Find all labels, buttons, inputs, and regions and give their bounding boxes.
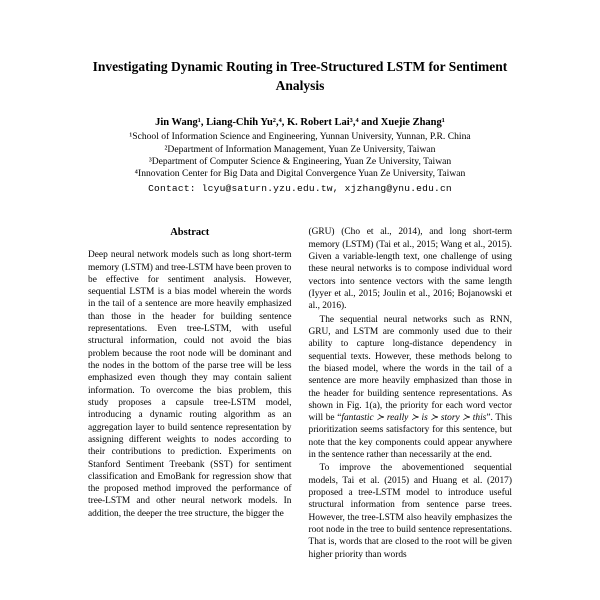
paragraph-2-italic-phrase: fantastic ≻ really ≻ is ≻ story ≻ this bbox=[341, 413, 487, 424]
abstract-heading: Abstract bbox=[170, 227, 210, 239]
right-column bbox=[309, 226, 513, 560]
body-paragraph-2 bbox=[309, 314, 513, 462]
body-paragraph-3: To improve the abovementioned sequential models, Tai et al. (2015) and Huang et al. (2017) proposed a tree-LSTM model to introduce useful structural information from sentence parse trees. However, the tree-LSTM also heavily emphasizes the root node in the tree to build sentence representations. That is, words that are closed to the root will be given higher priority than words bbox=[308, 463, 512, 560]
two-column-body bbox=[88, 226, 512, 560]
affiliation-1: ¹School of Information Science and Engineering, Yunnan University, Yunnan, P.R. China bbox=[129, 131, 471, 143]
paper-header bbox=[88, 58, 512, 194]
contact-line: Contact: lcyu@saturn.yzu.edu.tw, xjzhang@ynu.edu.cn bbox=[148, 183, 452, 195]
affiliation-4: ⁴Innovation Center for Big Data and Digital Convergence Yuan Ze University, Taiwan bbox=[134, 168, 466, 180]
abstract-text: Deep neural network models such as long short-term memory (LSTM) and tree-LSTM have been proven to be effective for sentiment analysis. However, sequential LSTM is a bias model wherein the words in the tail of a sentence are more heavily emphasized than those in the header for building sentence representations. Even tree-LSTM, with useful structural information, could not avoid the bias problem because the root node will be dominant and the nodes in the bottom of the parse tree will be less emphasized even though they may contain salient information. To overcome the bias problem, this study proposes a capsule tree-LSTM model, introducing a dynamic routing algorithm as an aggregation layer to build sentence representation by assigning different weights to nodes according to their contributions to prediction. Experiments on Stanford Sentiment Treebank (SST) for sentiment classification and EmoBank for regression show that the proposed method improved the performance of tree-LSTM and other neural network models. In addition, the deeper the tree structure, the bigger the bbox=[88, 250, 292, 519]
affiliations-block bbox=[88, 131, 512, 180]
paper-title: Investigating Dynamic Routing in Tree-Structured LSTM for Sentiment Analysis bbox=[92, 59, 508, 93]
paragraph-2-text-before: The sequential neural networks such as RNN, GRU, and LSTM are commonly used due to their ability to capture long-distance dependency in sequential texts. However, these methods belong to the biased model, where the words in the tail of a sentence are more heavily emphasized than those in the header for building sentence representations. As shown in Fig. 1(a), the priority for each word vector will be “ bbox=[308, 314, 512, 424]
affiliation-2: ²Department of Information Management, Yuan Ze University, Taiwan bbox=[164, 143, 436, 155]
affiliation-3: ³Department of Computer Science & Engineering, Yuan Ze University, Taiwan bbox=[148, 155, 452, 167]
paragraph-2-text-after: ”. This prioritization seems satisfactory for this sentence, but note that the key components could appear anywhere in the sentence rather than necessarily at the end. bbox=[308, 413, 512, 461]
body-paragraph-1: (GRU) (Cho et al., 2014), and long short-term memory (LSTM) (Tai et al., 2015; Wang et al., 2015). Given a variable-length text, one challenge of using these neural networks is to compose individual word vectors into sentence vectors with the same length (Iyyer et al., 2015; Joulin et al., 2016; Bojanowski et al., 2016). bbox=[308, 227, 512, 312]
author-line: Jin Wang¹, Liang-Chih Yu²,⁴, K. Robert Lai³,⁴ and Xuejie Zhang¹ bbox=[155, 116, 445, 128]
left-column bbox=[88, 226, 292, 560]
